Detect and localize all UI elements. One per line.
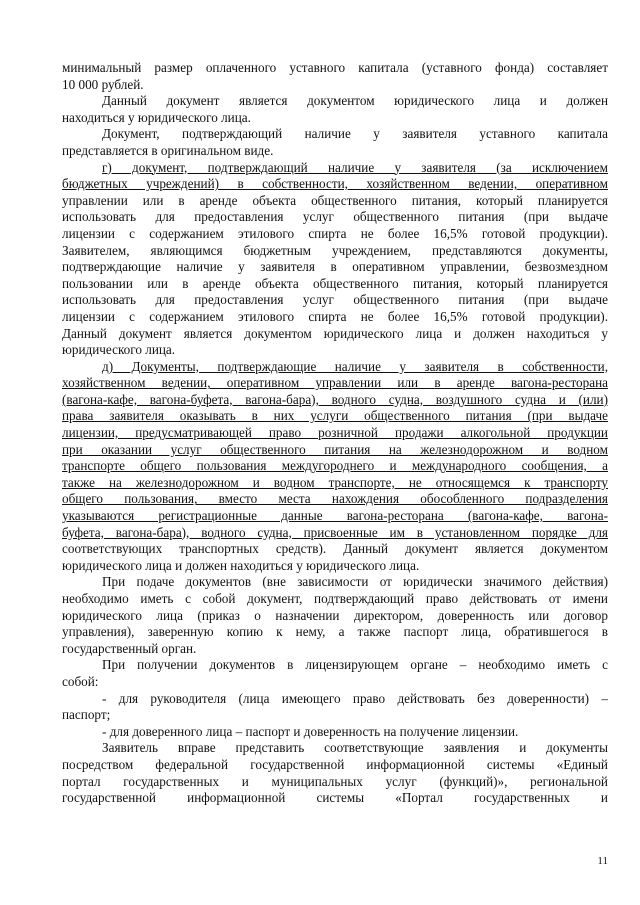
text-line: общего пользования, вместо места нахождения обособленного подразделения [62,491,608,507]
text-line: находиться у юридического лица. [62,109,251,125]
text-line: подтверждающие наличие у заявителя в оперативном управлении, безвозмездном [62,259,608,275]
text-line: (вагона-кафе, вагона-буфета, вагона-бара), водного судна, воздушного судна и (или) [62,391,608,407]
text-line: паспорт; [62,707,111,723]
text-line: права заявителя оказывать в них услуги общественного питания (при выдаче [62,408,608,424]
text-line: портал государственных и муниципальных услуг (функций)», региональной [62,773,608,789]
text-line: лицензии, предусматривающей право розничной продажи алкогольной продукции [62,425,608,441]
text-line: юридического лица. [62,342,176,358]
text-line: лицензии с содержанием этилового спирта не более 16,5% готовой продукции). [62,225,608,241]
text-line: государственный орган. [62,640,197,656]
text-line: 10 000 рублей. [62,76,144,92]
document-page [62,60,608,807]
text-line: - для доверенного лица – паспорт и доверенность на получение лицензии. [102,723,519,739]
text-line: использовать для предоставления услуг общественного питания (при выдаче [62,292,608,308]
text-line: управлении или в аренде объекта общественного питания, который планируется [62,192,608,208]
text-line: лицензии с содержанием этилового спирта не более 16,5% готовой продукции). [62,308,608,324]
text-line: транспорте общего пользования междугороднего и международного сообщения, а [62,458,608,474]
text-line: - для руководителя (лица имеющего право действовать без доверенности) – [102,690,608,706]
text-line: использовать для предоставления услуг общественного питания (при выдаче [62,209,608,225]
text-line: Заявителем, являющимся бюджетным учреждением, представляются документы, [62,242,608,258]
text-line: г) документ, подтверждающий наличие у заявителя (за исключением [102,159,608,175]
text-line: Данный документ является документом юридического лица и должен [102,93,608,109]
text-line: пользовании или в аренде объекта общественного питания, который планируется [62,275,608,291]
text-line: Данный документ является документом юридического лица и должен находиться у [62,325,608,341]
text-line: также на железнодорожном и водном транспорте, не относящемся к транспорту [62,474,608,490]
text-line: При подаче документов (вне зависимости от юридически значимого действия) [102,574,608,590]
text-line: хозяйственном ведении, оперативном управлении или в аренде вагона-ресторана [62,375,608,391]
text-line: необходимо иметь с собой документ, подтверждающий право действовать от имени [62,591,608,606]
text-line: При получении документов в лицензирующем органе – необходимо иметь с [102,657,608,673]
text-line: минимальный размер оплаченного уставного капитала (уставного фонда) составляет [62,60,608,75]
text-line: д) Документы, подтверждающие наличие у заявителя в собственности, [102,358,608,374]
text-line: юридического лица (приказ о назначении директором, доверенность или договор [62,607,608,623]
text-line: указываются регистрационные данные вагона-ресторана (вагона-кафе, вагона- [62,508,608,524]
text-line: посредством федеральной государственной информационной системы «Единый [62,756,608,772]
text-line: соответствующих транспортных средств). Данный документ является документом [62,541,608,557]
text-line: при оказании услуг общественного питания на железнодорожном и водном [62,441,608,457]
text-line: представляется в оригинальном виде. [62,142,274,158]
text-line: бюджетных учреждений) в собственности, хозяйственном ведении, оперативном [62,176,608,192]
text-line: буфета, вагона-бара), водного судна, присвоенные им в установленном порядке для [62,524,608,540]
text-line: управления), заверенную копию к нему, а также паспорт лица, обратившегося в [62,624,608,640]
page-number: 11 [597,855,608,867]
text-line: Заявитель вправе представить соответствующие заявления и документы [102,740,608,756]
text-line: юридического лица и должен находиться у юридического лица. [62,557,420,573]
text-line: Документ, подтверждающий наличие у заявителя уставного капитала [102,126,608,142]
text-line: государственной информационной системы «Портал государственных и [62,790,608,806]
text-line: собой: [62,673,99,689]
